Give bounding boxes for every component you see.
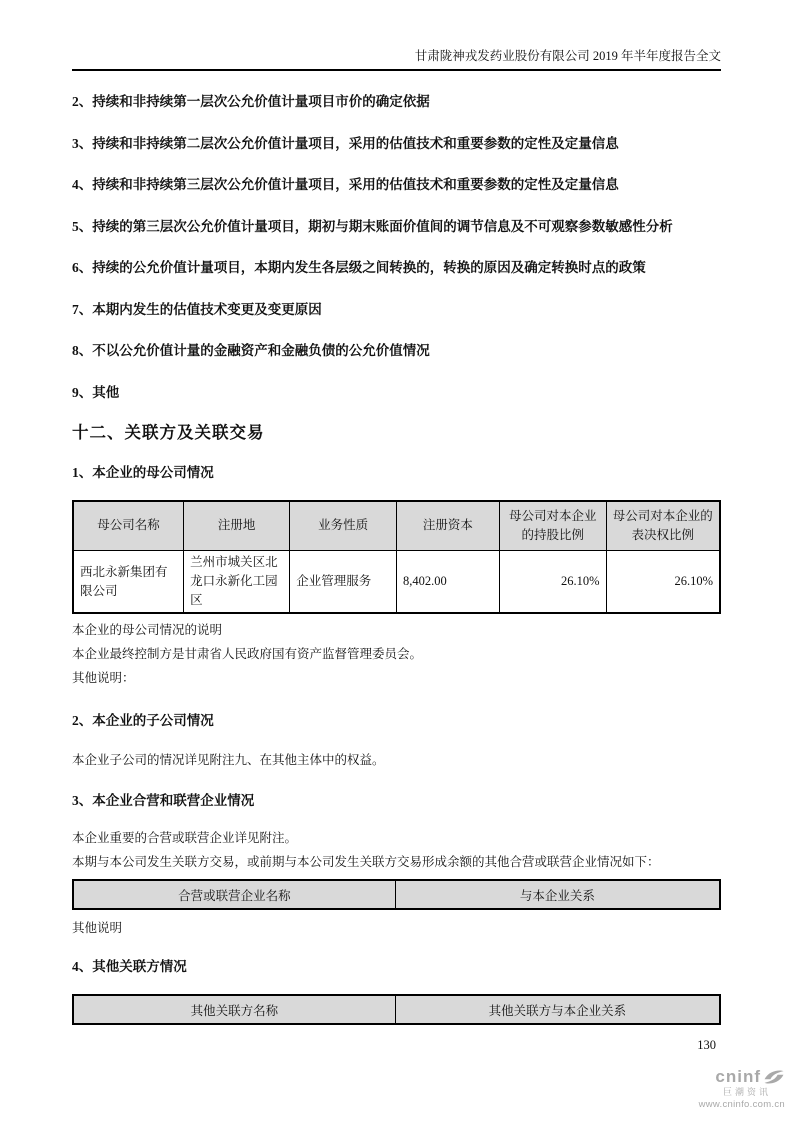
cell-registered-capital: 8,402.00 xyxy=(396,551,499,614)
fair-value-heading-8: 8、不以公允价值计量的金融资产和金融负债的公允价值情况 xyxy=(72,343,430,358)
table-row xyxy=(73,551,720,614)
subsidiaries-note: 本企业子公司的情况详见附注九、在其他主体中的权益。 xyxy=(72,753,385,767)
other-note-label: 其他说明： xyxy=(72,671,135,685)
table-header-row xyxy=(73,995,720,1024)
report-title: 甘肃陇神戎发药业股份有限公司 2019 年半年度报告全文 xyxy=(414,49,721,63)
cninfo-footer-logo xyxy=(675,1068,785,1110)
col-shareholding-ratio: 母公司对本企业的持股比例 xyxy=(499,501,606,551)
subheading-other-related-parties: 4、其他关联方情况 xyxy=(72,959,187,974)
cninfo-swirl-icon xyxy=(763,1068,785,1086)
parent-company-table xyxy=(72,500,721,615)
jv-other-note: 其他说明 xyxy=(72,921,123,935)
running-header xyxy=(72,0,721,71)
col-parent-name: 母公司名称 xyxy=(73,501,184,551)
cninfo-brand-text: cninf xyxy=(715,1067,761,1086)
table-header-row xyxy=(73,880,720,909)
cninfo-brand-row xyxy=(675,1068,785,1087)
cell-shareholding-ratio: 26.10% xyxy=(499,551,606,614)
jv-note-2: 本期与本公司发生关联方交易，或前期与本公司发生关联方交易形成余额的其他合营或联营企业情况如下： xyxy=(72,855,660,869)
col-voting-ratio: 母公司对本企业的表决权比例 xyxy=(606,501,720,551)
subheading-subsidiaries: 2、本企业的子公司情况 xyxy=(72,713,214,728)
subheading-parent-company: 1、本企业的母公司情况 xyxy=(72,464,214,480)
fair-value-heading-2: 2、持续和非持续第一层次公允价值计量项目市价的确定依据 xyxy=(72,94,430,109)
col-registered-capital: 注册资本 xyxy=(396,501,499,551)
col-registered-place: 注册地 xyxy=(184,501,290,551)
col-other-party-name: 其他关联方名称 xyxy=(73,995,395,1024)
cninfo-chinese-name: 巨潮资讯 xyxy=(722,1086,771,1097)
parent-company-note-label: 本企业的母公司情况的说明 xyxy=(72,623,223,637)
cell-business-nature: 企业管理服务 xyxy=(290,551,397,614)
cell-registered-place: 兰州市城关区北龙口永新化工园区 xyxy=(184,551,290,614)
cninfo-url: www.cninfo.com.cn xyxy=(698,1098,785,1110)
col-jv-relation: 与本企业关系 xyxy=(395,880,720,909)
fair-value-heading-5: 5、持续的第三层次公允价值计量项目，期初与期末账面价值间的调节信息及不可观察参数敏感性分析 xyxy=(72,218,673,234)
jv-note-1: 本企业重要的合营或联营企业详见附注。 xyxy=(72,831,298,845)
cell-parent-name: 西北永新集团有限公司 xyxy=(73,551,184,614)
cell-voting-ratio: 26.10% xyxy=(606,551,720,614)
fair-value-heading-3: 3、持续和非持续第二层次公允价值计量项目，采用的估值技术和重要参数的定性及定量信息 xyxy=(72,135,619,151)
ultimate-controller-note: 本企业最终控制方是甘肃省人民政府国有资产监督管理委员会。 xyxy=(72,647,423,661)
col-other-party-relation: 其他关联方与本企业关系 xyxy=(395,995,720,1024)
page-number: 130 xyxy=(697,1038,716,1052)
fair-value-heading-9: 9、其他 xyxy=(72,384,120,400)
section-title-related-parties: 十二、关联方及关联交易 xyxy=(72,422,265,442)
col-jv-name: 合营或联营企业名称 xyxy=(73,880,395,909)
fair-value-heading-7: 7、本期内发生的估值技术变更及变更原因 xyxy=(72,301,322,317)
other-related-party-table xyxy=(72,994,721,1025)
col-business-nature: 业务性质 xyxy=(290,501,397,551)
joint-venture-table xyxy=(72,879,721,910)
table-header-row xyxy=(73,501,720,551)
fair-value-heading-6: 6、持续的公允价值计量项目，本期内发生各层级之间转换的，转换的原因及确定转换时点的政策 xyxy=(72,260,646,275)
subheading-joint-ventures: 3、本企业合营和联营企业情况 xyxy=(72,793,255,808)
fair-value-heading-4: 4、持续和非持续第三层次公允价值计量项目，采用的估值技术和重要参数的定性及定量信息 xyxy=(72,177,619,192)
